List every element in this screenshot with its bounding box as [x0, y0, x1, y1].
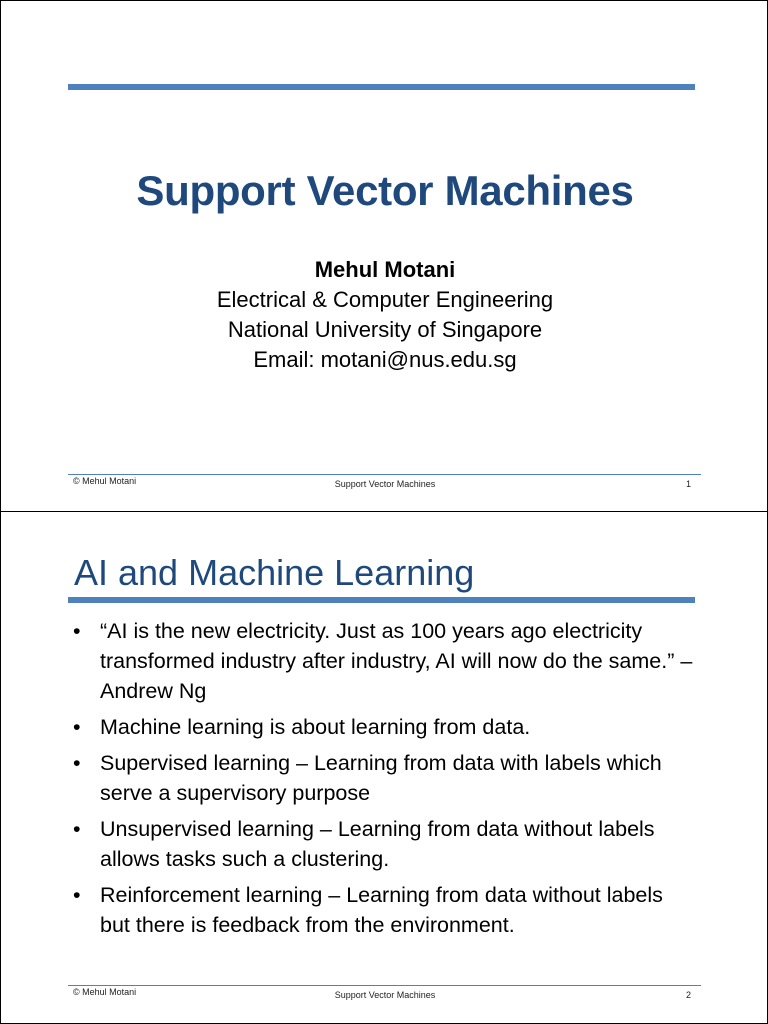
bullet-text: Supervised learning – Learning from data with labels which serve a supervisory purpose [100, 751, 662, 805]
bullet-marker: • [73, 619, 81, 643]
bullet-text: Reinforcement learning – Learning from data without labels but there is feedback from the environment. [100, 883, 663, 937]
bullet-text: Machine learning is about learning from data. [100, 715, 531, 739]
slide-2-footer-title: Support Vector Machines [334, 990, 436, 1000]
bullet-item-2 [73, 712, 693, 742]
bullet-marker: • [73, 715, 81, 739]
slide-2-page-number: 2 [685, 990, 691, 1000]
author-name: Mehul Motani [314, 257, 456, 282]
author-university: National University of Singapore [227, 317, 543, 342]
slide-2-top-rule [68, 597, 695, 603]
author-department: Electrical & Computer Engineering [216, 287, 554, 312]
bullet-list [73, 616, 693, 946]
bullet-text: Unsupervised learning – Learning from data without labels allows tasks such a clustering. [100, 817, 655, 871]
slide-2 [0, 511, 768, 1024]
slide-2-footer-rule [68, 985, 701, 986]
slide-2-title: AI and Machine Learning [74, 552, 475, 593]
slide-1-footer-title: Support Vector Machines [334, 479, 436, 489]
bullet-item-4 [73, 814, 693, 874]
slide-1-title: Support Vector Machines [136, 167, 634, 214]
bullet-marker: • [73, 883, 81, 907]
slide-1-page-number: 1 [685, 479, 691, 489]
bullet-item-5 [73, 880, 693, 940]
author-block [1, 255, 768, 375]
bullet-item-3 [73, 748, 693, 808]
bullet-item-1 [73, 616, 693, 706]
bullet-marker: • [73, 751, 81, 775]
bullet-marker: • [73, 817, 81, 841]
slide-1-top-rule [68, 84, 695, 90]
author-email: Email: motani@nus.edu.sg [253, 347, 517, 372]
slide-2-footer-copyright: © Mehul Motani [73, 987, 137, 997]
slide-1-footer-rule [68, 474, 701, 475]
bullet-text: “AI is the new electricity. Just as 100 years ago electricity transformed industry after industry, AI will now do the same.” – Andrew Ng [100, 619, 693, 703]
slide-1-footer-copyright: © Mehul Motani [73, 476, 137, 486]
